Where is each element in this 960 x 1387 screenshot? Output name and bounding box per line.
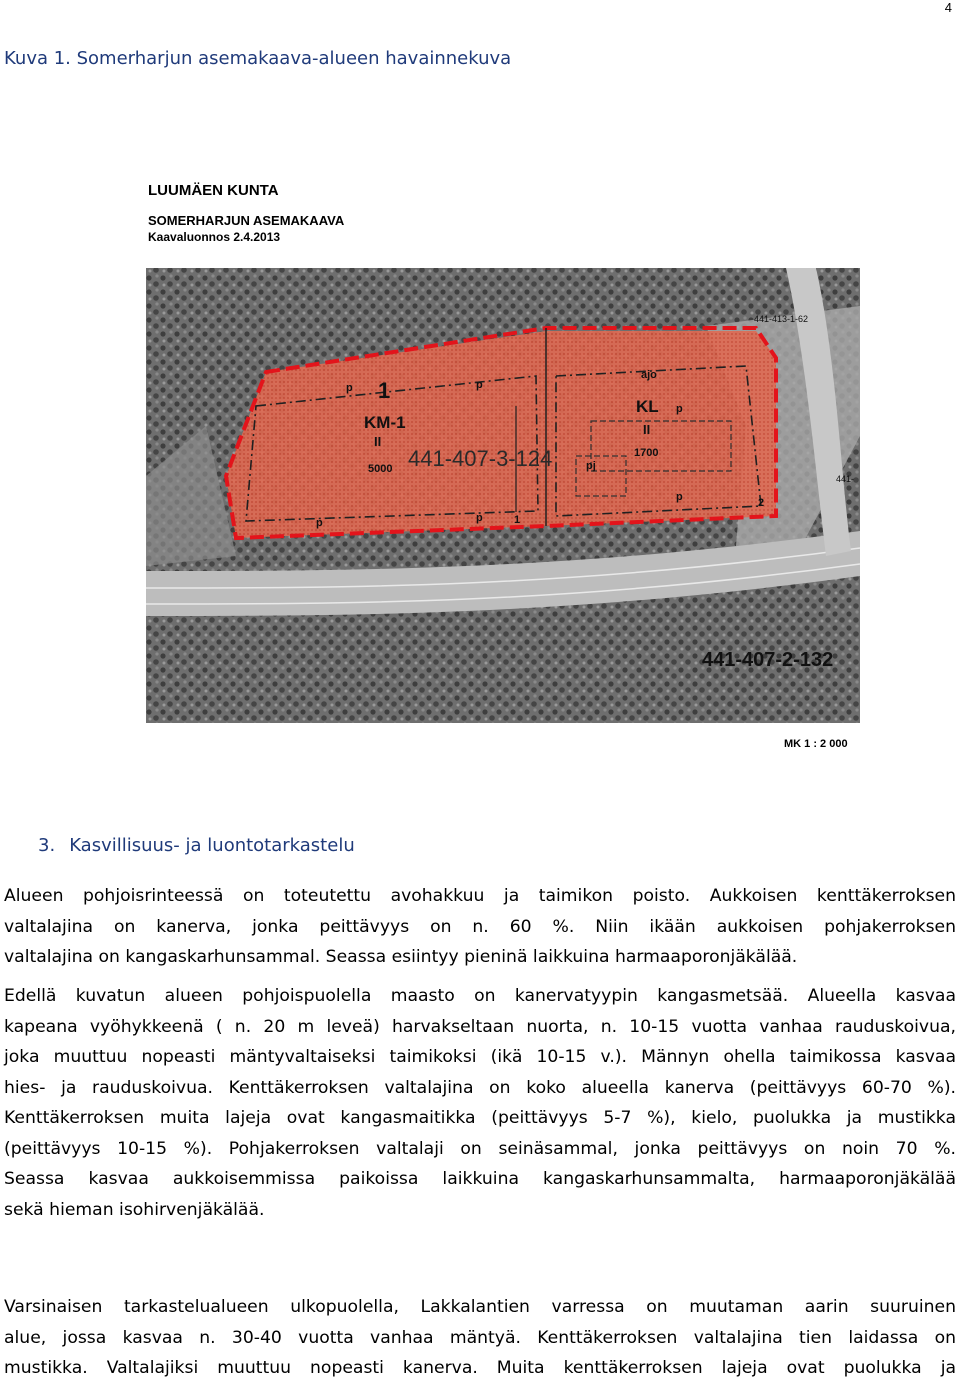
label-kl: KL [636, 397, 659, 416]
paragraph-1 [4, 881, 956, 973]
text-line: Alueen pohjoisrinteessä on toteutettu avohakkuu ja taimikon poisto. Aukkoisen kenttäkerroksen [4, 886, 956, 906]
figure-caption: Kuva 1. Somerharjun asemakaava-alueen havainnekuva [4, 48, 512, 69]
map-scale: MK 1 : 2 000 [784, 738, 848, 750]
paragraph-3 [4, 1292, 956, 1384]
text-line: Seassa kasvaa aukkoisemmissa paikoissa laikkuina kangaskarhunsammalta, harmaaporonjäkälää [4, 1169, 956, 1189]
text-line: valtalajina on kangaskarhunsammal. Seassa esiintyy pieninä laikkuina harmaaporonjäkälää. [4, 947, 798, 967]
paragraph-2 [4, 981, 956, 1225]
label-p: p [476, 379, 483, 391]
label-p: p [346, 382, 353, 394]
label-km-1: KM-1 [364, 413, 406, 432]
label-p: p [316, 517, 323, 529]
label-block1-number: 1 [378, 378, 391, 403]
label-n2: 2 [758, 497, 765, 509]
label-block2-floors: II [643, 422, 651, 437]
text-line: Edellä kuvatun alueen pohjoispuolella maasto on kanervatyypin kangasmetsää. Alueella kasvaa [4, 986, 956, 1006]
text-line: mustikka. Valtalajiksi muuttuu nopeasti kanerva. Muita kenttäkerroksen lajeja ovat puolukka ja [4, 1358, 956, 1378]
text-line: valtalajina on kanerva, jonka peittävyys on n. 60 %. Niin ikään aukkoisen pohjakerroksen [4, 916, 956, 937]
text-line: kapeana vyöhykkeenä ( n. 20 m leveä) harvakseltaan nuorta, n. 10-15 vuotta vanhaa rauduskoivua, [4, 1016, 956, 1037]
section-number: 3. [38, 835, 56, 856]
text-line: joka muuttuu nopeasti mäntyvaltaiseksi taimikoksi (ikä 10-15 v.). Männyn ohella taimikossa kasvaa [4, 1047, 956, 1067]
page-number: 4 [944, 0, 952, 15]
text-line: (peittävyys 10-15 %). Pohjakerroksen valtalaji on seinäsammal, jonka peittävyys on noin 70 %. [4, 1138, 956, 1159]
municipality-title: LUUMÄEN KUNTA [148, 182, 279, 199]
label-block2-area: 1700 [634, 447, 659, 459]
section-title: Kasvillisuus- ja luontotarkastelu [69, 835, 355, 856]
label-parcel-e: 441- [836, 474, 855, 484]
label-parcel-road: 441-407-2-132 [702, 649, 834, 671]
label-pj: pj [586, 460, 596, 472]
label-p: p [476, 512, 483, 524]
label-parcel-main: 441-407-3-124 [408, 446, 553, 471]
label-block1-area: 5000 [368, 463, 393, 475]
text-line: hies- ja rauduskoivua. Kenttäkerroksen valtalajina on koko alueella kanerva (peittävyys 60-70 %). [4, 1077, 956, 1098]
aerial-plan-map [146, 176, 862, 726]
label-block1-floors: II [374, 434, 382, 449]
plan-draft-date: Kaavaluonnos 2.4.2013 [148, 230, 281, 244]
text-line: Kenttäkerroksen muita lajeja ovat kangasmaitikka (peittävyys 5-7 %), kielo, puolukka ja mustikka [4, 1108, 956, 1128]
site-plan-figure [146, 176, 862, 756]
zone-kl [546, 331, 776, 526]
plan-title: SOMERHARJUN ASEMAKAAVA [148, 213, 345, 228]
label-p: p [676, 491, 683, 503]
text-line: sekä hieman isohirvenjäkälää. [4, 1199, 265, 1220]
section-heading [38, 835, 355, 856]
label-parcel-ne: 441-413-1-62 [754, 314, 809, 324]
label-p: p [676, 403, 683, 415]
text-line: alue, jossa kasvaa n. 30-40 vuotta vanhaa mäntyä. Kenttäkerroksen valtalajina tien laidassa on [4, 1327, 956, 1348]
text-line: Varsinaisen tarkastelualueen ulkopuolella, Lakkalantien varressa on muutaman aarin suuruinen [4, 1297, 956, 1317]
label-ajo: ajo [641, 369, 657, 381]
label-n1: 1 [514, 514, 521, 526]
